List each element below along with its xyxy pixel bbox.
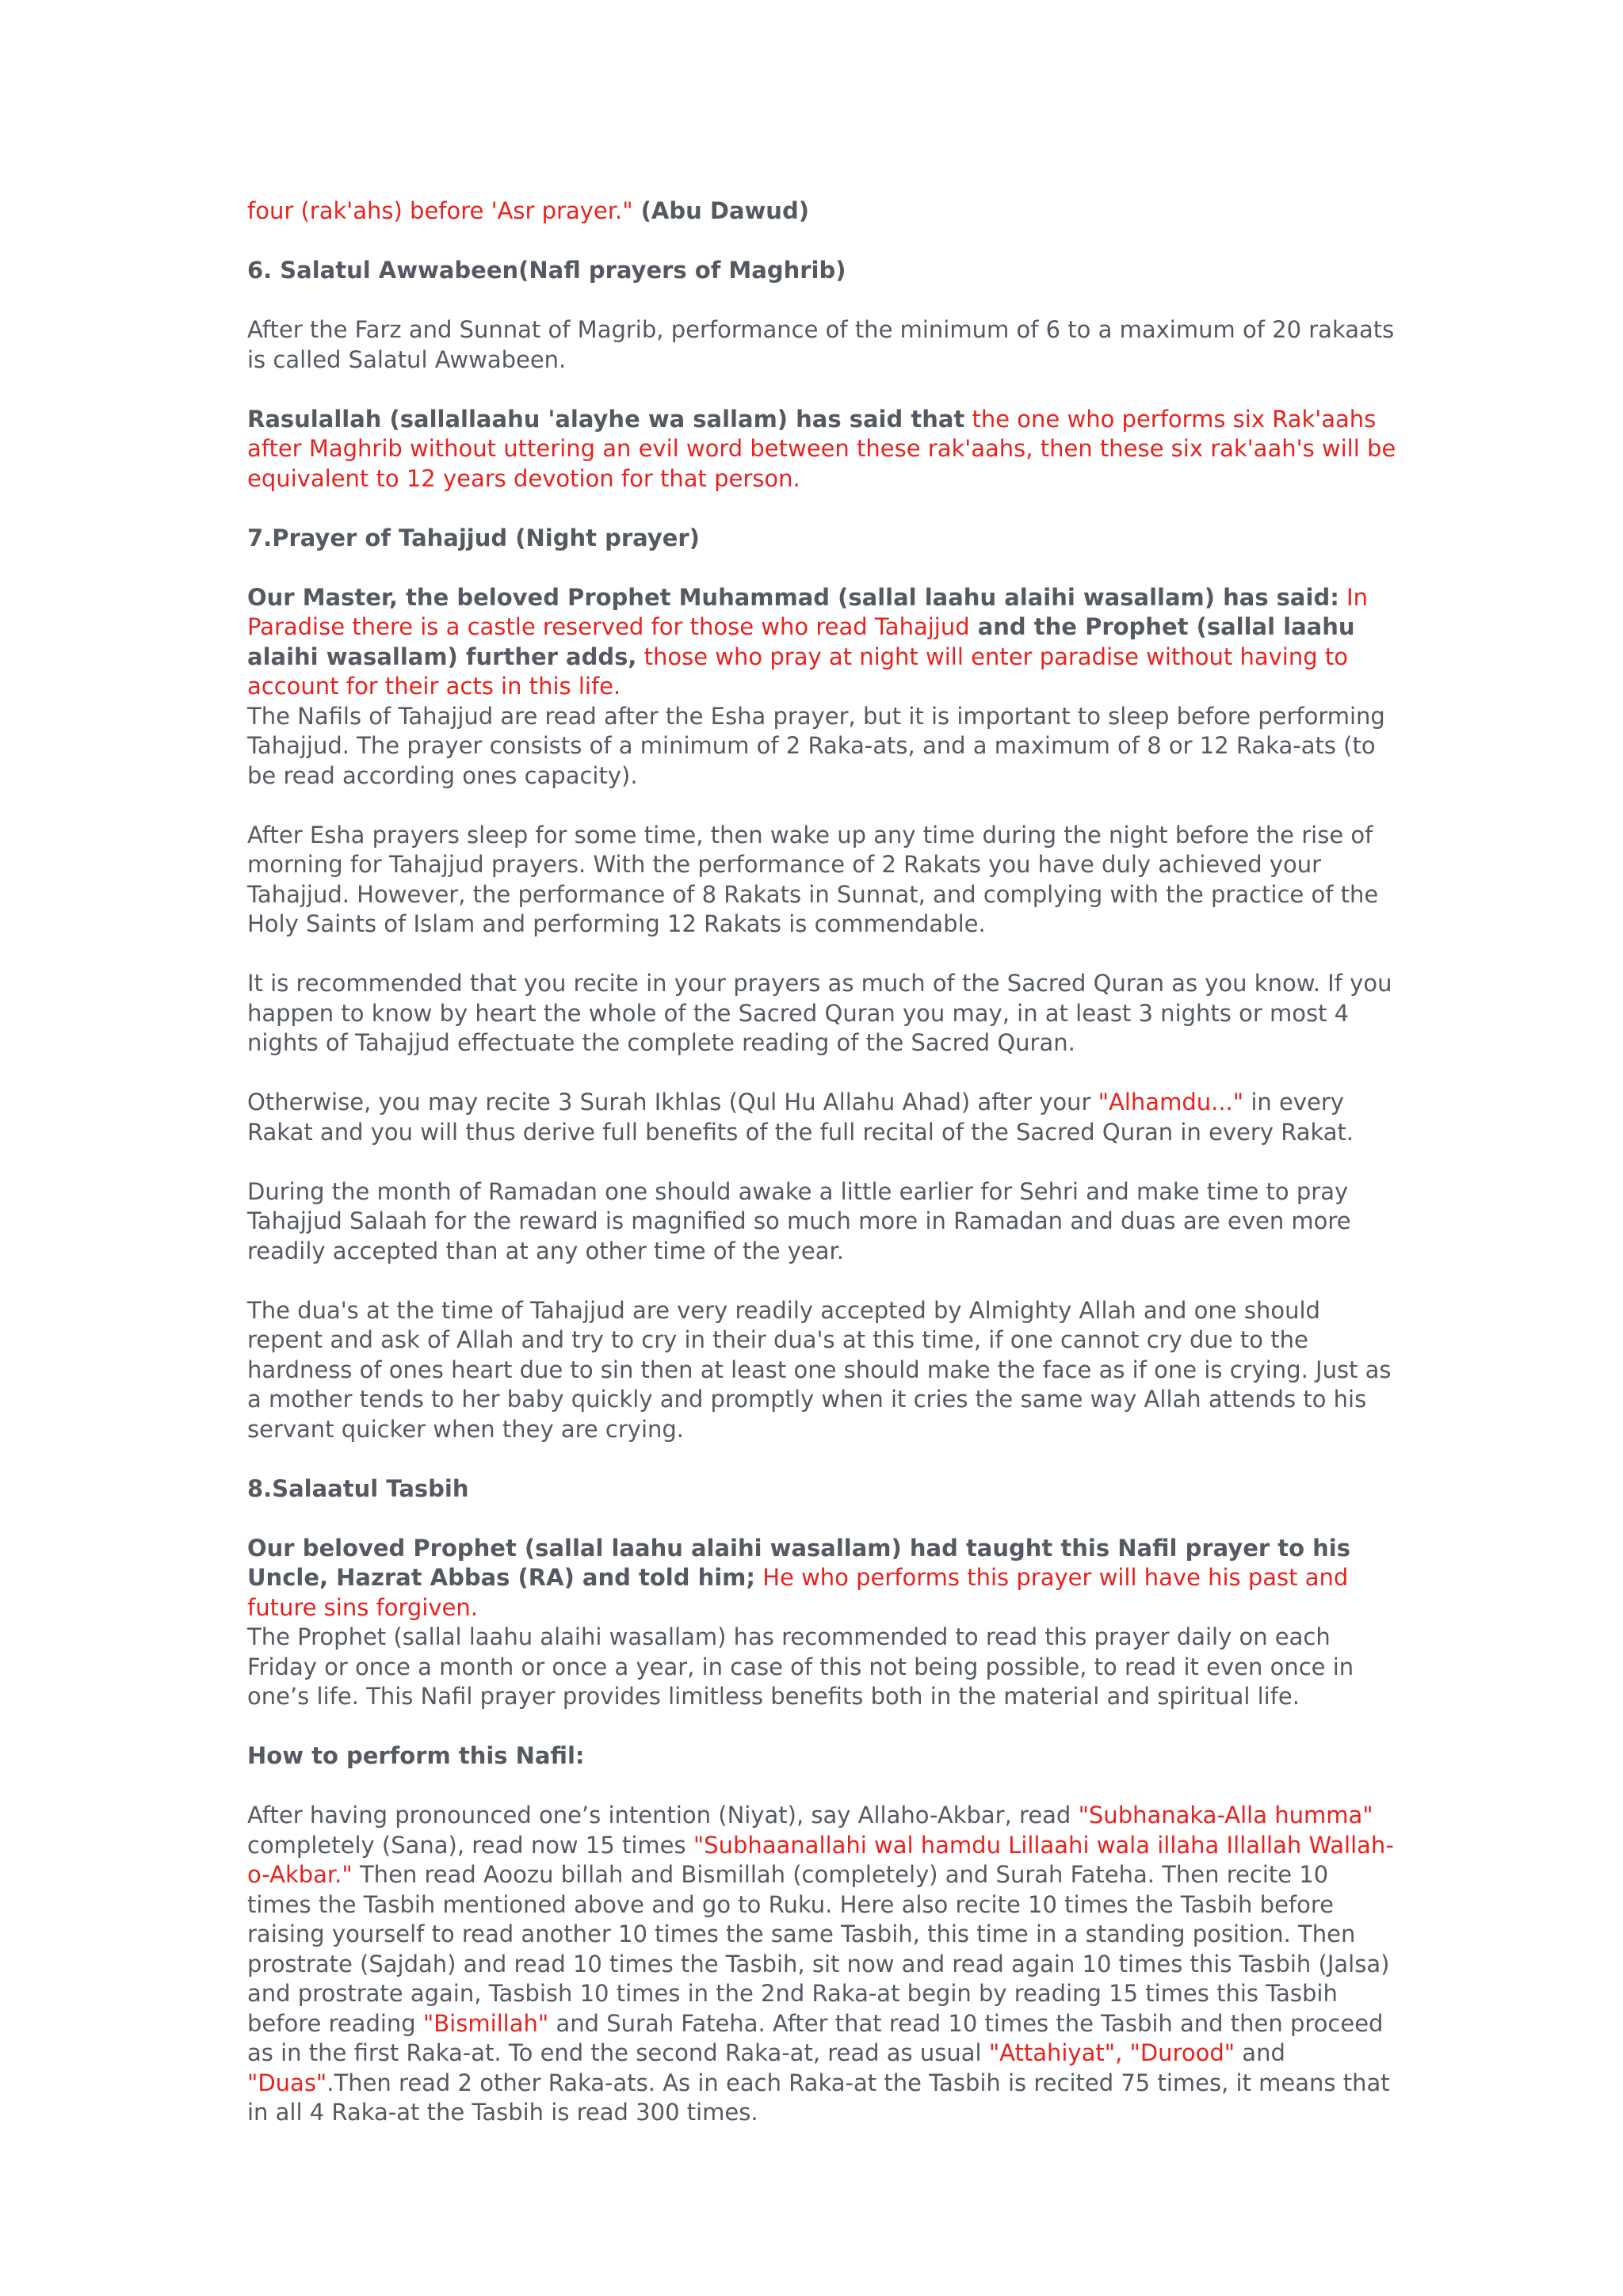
quoted-term: "Subhaanallahi wal hamdu Lillaahi wala illaha Illallah Wallah-o-Akbar." bbox=[247, 1831, 1394, 1888]
heading-awwabeen: 6. Salatul Awwabeen(Nafl prayers of Maghrib) bbox=[247, 257, 846, 284]
hadith-quote: the one who performs six Rak'aahs after Maghrib without uttering an evil word between these rak'aahs, then these six rak'aah's will be equivalent to 12 years devotion for that person. bbox=[247, 405, 1396, 492]
heading-how-to-perform: How to perform this Nafil: bbox=[247, 1742, 585, 1769]
paragraph-tasbih-recommendation: The Prophet (sallal laahu alaihi wasallam) has recommended to read this prayer daily on each Friday or once a month or once a year, in case of this not being possible, to read it even once in one’s life. This Nafil prayer provides limitless benefits both in the material and spiritual life. bbox=[247, 1623, 1354, 1710]
hadith-intro: Our Master, the beloved Prophet Muhammad (sallal laahu alaihi wasallam) has said: bbox=[247, 583, 1339, 611]
hadith-intro: Rasulallah (sallallaahu 'alayhe wa sallam) has said that bbox=[247, 405, 965, 433]
paragraph-tahajjud-hadith bbox=[247, 583, 1396, 702]
document-page bbox=[247, 196, 1396, 2157]
paragraph-surah-ikhlas: Otherwise, you may recite 3 Surah Ikhlas (Qul Hu Allahu Ahad) after your "Alhamdu..." in every Rakat and you will thus derive full benefits of the full recital of the Sacred Quran in every Rakat. bbox=[247, 1089, 1354, 1146]
citation: (Abu Dawud) bbox=[632, 197, 809, 224]
quoted-term: "Alhamdu..." bbox=[1098, 1089, 1244, 1116]
heading-tahajjud: 7.Prayer of Tahajjud (Night prayer) bbox=[247, 524, 700, 551]
quoted-term: "Attahiyat", "Durood" bbox=[988, 2039, 1235, 2066]
paragraph-tahajjud-recitation: It is recommended that you recite in your prayers as much of the Sacred Quran as you know. If you happen to know by heart the whole of the Sacred Quran you may, in at least 3 nights or most 4 nights of Tahajjud effectuate the complete reading of the Sacred Quran. bbox=[247, 970, 1392, 1056]
heading-tasbih: 8.Salaatul Tasbih bbox=[247, 1474, 469, 1502]
hadith-intro: and the Prophet (sallal laahu alaihi wasallam) further adds, bbox=[247, 613, 1355, 670]
quoted-term: "Subhanaka-Alla humma" bbox=[1078, 1802, 1373, 1829]
paragraph-asr-hadith bbox=[247, 196, 1396, 227]
paragraph-tasbih-hadith bbox=[247, 1534, 1396, 1623]
hadith-quote: He who performs this prayer will have his past and future sins forgiven. bbox=[247, 1564, 1349, 1621]
paragraph-awwabeen-definition: After the Farz and Sunnat of Magrib, performance of the minimum of 6 to a maximum of 20 rakaats is called Salatul Awwabeen. bbox=[247, 316, 1395, 373]
hadith-quote: In Paradise there is a castle reserved for those who read Tahajjud bbox=[247, 583, 1368, 640]
paragraph-dua: The dua's at the time of Tahajjud are very readily accepted by Almighty Allah and one should repent and ask of Allah and try to cry in their dua's at this time, if one cannot cry due to the hardness of ones heart due to sin then at least one should make the face as if one is crying. Just as a mother tends to her baby quickly and promptly when it cries the same way Allah attends to his servant quicker when they are crying. bbox=[247, 1296, 1392, 1443]
paragraph-tahajjud-rakats: The Nafils of Tahajjud are read after the Esha prayer, but it is important to sleep before performing Tahajjud. The prayer consists of a minimum of 2 Raka-ats, and a maximum of 8 or 12 Raka-ats (to be read according ones capacity). bbox=[247, 702, 1385, 789]
hadith-quote: four (rak'ahs) before 'Asr prayer." bbox=[247, 197, 633, 224]
quoted-term: "Duas" bbox=[247, 2069, 327, 2096]
quoted-term: "Bismillah" bbox=[422, 2009, 549, 2037]
paragraph-tahajjud-timing: After Esha prayers sleep for some time, then wake up any time during the night before the rise of morning for Tahajjud prayers. With the performance of 2 Rakats you have duly achieved your Tahajjud. However, the performance of 8 Rakats in Sunnat, and complying with the practice of the Holy Saints of Islam and performing 12 Rakats is commendable. bbox=[247, 821, 1379, 937]
paragraph-tasbih-method: After having pronounced one’s intention (Niyat), say Allaho-Akbar, read "Subhanaka-Alla humma" completely (Sana), read now 15 times "Subhaanallahi wal hamdu Lillaahi wala illaha Illallah Wallah-o-Akbar." Then read Aoozu billah and Bismillah (completely) and Surah Fateha. Then recite 10 times the Tasbih mentioned above and go to Ruku. Here also recite 10 times the Tasbih before raising yourself to read another 10 times the same Tasbih, this time in a standing position. Then prostrate (Sajdah) and read 10 times the Tasbih, sit now and read again 10 times this Tasbih (Jalsa) and prostrate again, Tasbish 10 times in the 2nd Raka-at begin by reading 15 times this Tasbih before reading "Bismillah" and Surah Fateha. After that read 10 times the Tasbih and then proceed as in the first Raka-at. To end the second Raka-at, read as usual "Attahiyat", "Durood" and "Duas".Then read 2 other Raka-ats. As in each Raka-at the Tasbih is recited 75 times, it means that in all 4 Raka-at the Tasbih is read 300 times. bbox=[247, 1802, 1394, 2126]
hadith-intro: Our beloved Prophet (sallal laahu alaihi wasallam) had taught this Nafil prayer to his Uncle, Hazrat Abbas (RA) and told him; bbox=[247, 1534, 1350, 1591]
hadith-quote: those who pray at night will enter paradise without having to account for their acts in this life. bbox=[247, 643, 1348, 700]
paragraph-awwabeen-hadith bbox=[247, 405, 1396, 494]
paragraph-ramadan: During the month of Ramadan one should awake a little earlier for Sehri and make time to pray Tahajjud Salaah for the reward is magnified so much more in Ramadan and duas are even more readily accepted than at any other time of the year. bbox=[247, 1177, 1351, 1264]
